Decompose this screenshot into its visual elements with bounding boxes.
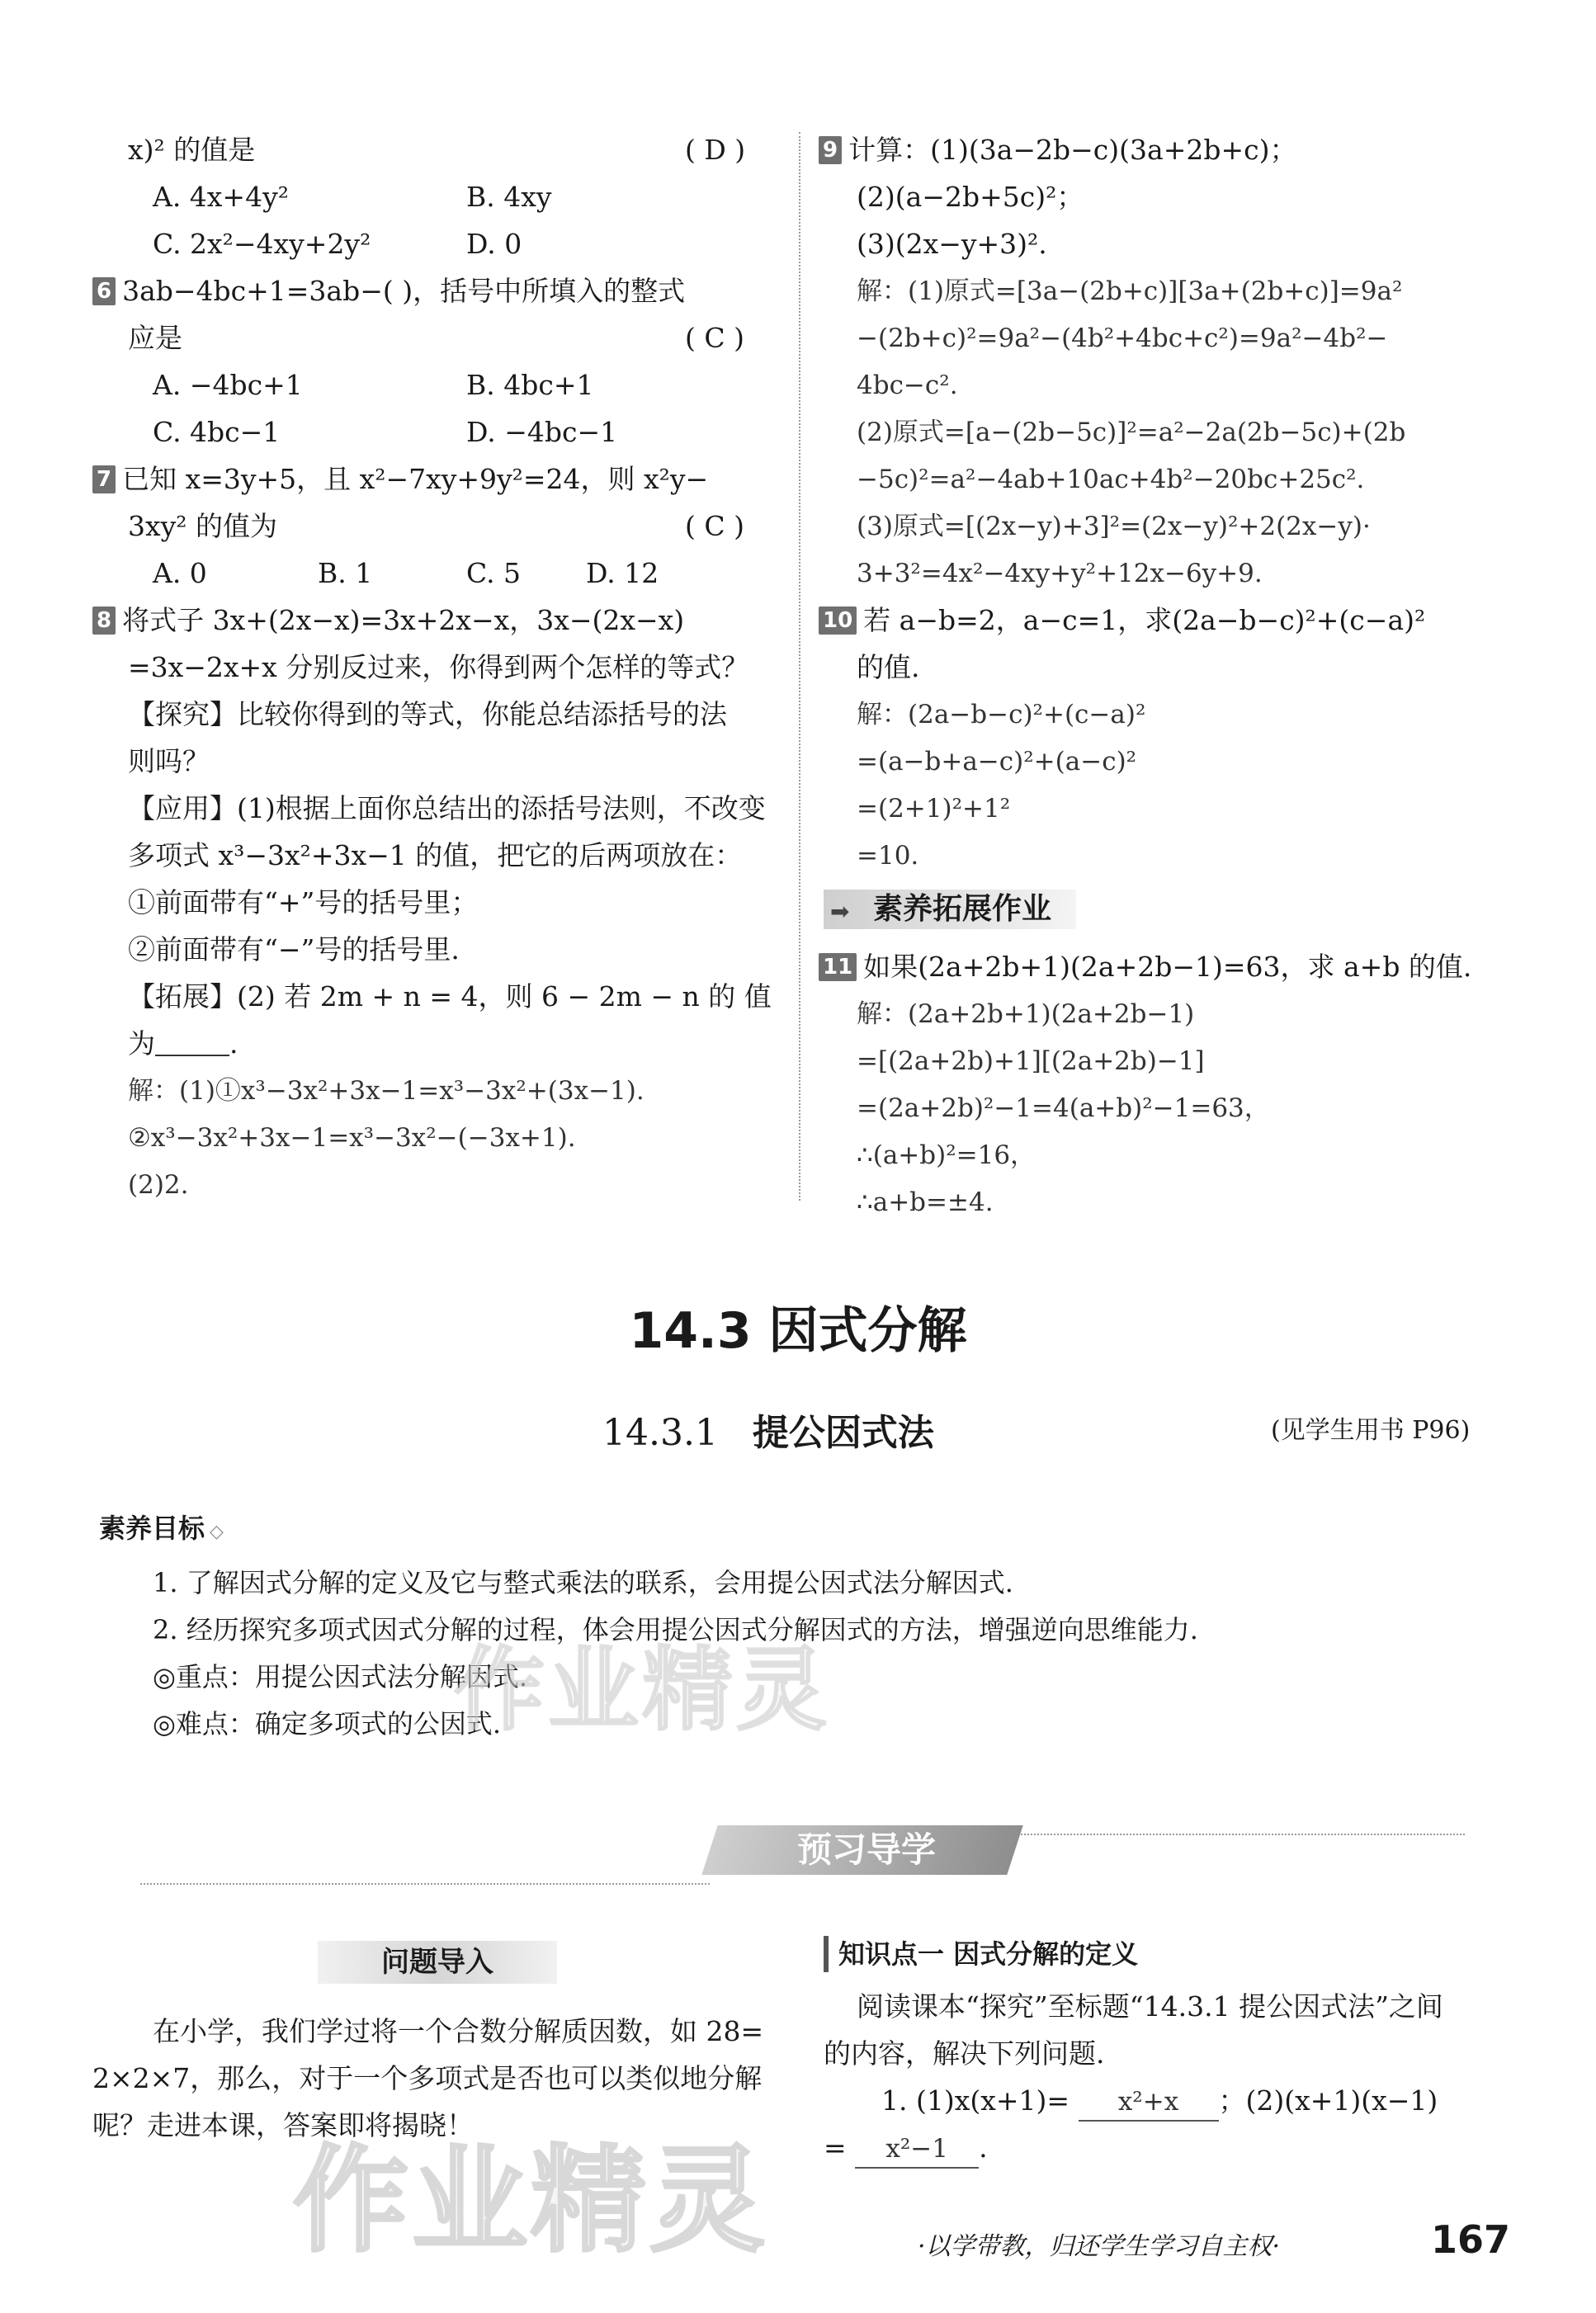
goal-item-1: 1. 了解因式分解的定义及它与整式乘法的联系，会用提公因式法分解因式. xyxy=(153,1567,1013,1598)
q7-text-2: 3xy² 的值为 xyxy=(128,510,277,542)
q6-number: 6 xyxy=(92,277,116,305)
q6-option-d: D. −4bc−1 xyxy=(466,416,618,448)
q8-blank-prefix: 为 xyxy=(128,1027,155,1060)
intro-line-1: 在小学，我们学过将一个合数分解质因数，如 28= xyxy=(153,2015,764,2047)
q11-solution-1: 解：(2a+2b+1)(2a+2b−1) xyxy=(857,999,1195,1029)
diamond-icon: ◇ xyxy=(210,1522,224,1542)
q9-solution-3: 4bc−c². xyxy=(857,371,958,400)
knowledge-point-title: 知识点一 因式分解的定义 xyxy=(824,1936,1138,1972)
page-number: 167 xyxy=(1431,2217,1511,2262)
q5-option-a: A. 4x+4y² xyxy=(153,181,289,213)
q8-solution-1: 解：(1)①x³−3x²+3x−1=x³−3x²+(3x−1). xyxy=(128,1076,645,1106)
q8-text-5: 【应用】(1)根据上面你总结出的添括号法则，不改变 xyxy=(128,792,766,824)
subsection-title: 提公因式法 xyxy=(752,1412,934,1454)
q6-option-c: C. 4bc−1 xyxy=(153,416,281,448)
q5-answer: ( D ) xyxy=(685,134,746,166)
q10-text-2: 的值. xyxy=(857,651,920,683)
q10-number: 10 xyxy=(819,607,857,635)
q8-text-9: 【拓展】(2) 若 2m + n = 4，则 6 − 2m − n 的 值 xyxy=(128,980,772,1013)
q9-solution-2: −(2b+c)²=9a²−(4b²+4bc+c²)=9a²−4b²− xyxy=(857,323,1388,353)
column-divider xyxy=(799,132,800,1201)
kp-q1-b-suffix: . xyxy=(979,2131,988,2164)
q9-solution-7: 3+3²=4x²−4xy+y²+12x−6y+9. xyxy=(857,559,1263,588)
kp-line-2: 的内容，解决下列问题. xyxy=(824,2037,1105,2070)
q11-solution-4: ∴(a+b)²=16， xyxy=(857,1140,1036,1170)
q7-line-1 xyxy=(92,461,708,498)
footer-slogan: ·以学带教，归还学生学习自主权· xyxy=(918,2232,1281,2261)
watermark-logo: 作业精灵 xyxy=(293,2134,769,2268)
intro-title: 问题导入 xyxy=(318,1941,557,1984)
arrow-icon: ➡ xyxy=(830,898,850,925)
q10-text-1: 若 a−b=2，a−c=1，求(2a−b−c)²+(c−a)² xyxy=(863,604,1426,636)
q10-line-1 xyxy=(819,602,1425,639)
q11-line-1 xyxy=(819,949,1471,985)
q6-text-1: 3ab−4bc+1=3ab−( )，括号中所填入的整式 xyxy=(122,275,686,307)
kp-q1-line xyxy=(881,2083,1438,2122)
goal-item-3: ◎重点：用提公因式法分解因式. xyxy=(153,1661,528,1692)
q9-text-2: (2)(a−2b+5c)²； xyxy=(857,181,1084,213)
subsection-heading xyxy=(602,1403,934,1456)
intro-line-3: 呢？走进本课，答案即将揭晓！ xyxy=(92,2109,474,2141)
q5-option-b: B. 4xy xyxy=(466,181,552,213)
goal-item-4: ◎难点：确定多项式的公因式. xyxy=(153,1708,502,1739)
q8-blank-line xyxy=(128,1026,238,1062)
q6-option-a: A. −4bc+1 xyxy=(153,369,303,401)
q11-solution-2: =[(2a+2b)+1][(2a+2b)−1] xyxy=(857,1046,1205,1076)
section-title: 14.3 因式分解 xyxy=(629,1302,967,1360)
reference-note: (见学生用书 P96) xyxy=(1271,1416,1471,1445)
goals-heading xyxy=(99,1510,224,1551)
q9-number: 9 xyxy=(819,136,842,164)
q8-solution-3: (2)2. xyxy=(128,1170,189,1200)
kp-q1-b: ；(2)(x+1)(x−1) xyxy=(1218,2084,1438,2117)
q6-answer: ( C ) xyxy=(685,322,744,354)
intro-line-2: 2×2×7，那么，对于一个多项式是否也可以类似地分解 xyxy=(92,2062,763,2094)
watermark-mid: 作业精灵 xyxy=(454,1637,830,1743)
q8-text-6: 多项式 x³−3x²+3x−1 的值，把它的后两项放在： xyxy=(128,839,743,871)
subsection-number: 14.3.1 xyxy=(602,1412,718,1454)
q9-solution-4: (2)原式=[a−(2b−5c)]²=a²−2a(2b−5c)+(2b xyxy=(857,418,1406,447)
q7-text-1: 已知 x=3y+5，且 x²−7xy+9y²=24，则 x²y− xyxy=(122,463,709,495)
q9-solution-1: 解：(1)原式=[3a−(2b+c)][3a+(2b+c)]=9a² xyxy=(857,276,1403,306)
q9-solution-5: −5c)²=a²−4ab+10ac+4b²−20bc+25c². xyxy=(857,465,1365,494)
q11-text: 如果(2a+2b+1)(2a+2b−1)=63，求 a+b 的值. xyxy=(863,951,1472,983)
q7-option-a: A. 0 xyxy=(153,557,207,589)
q8-text-4: 则吗？ xyxy=(128,745,210,777)
goals-title: 素养目标 xyxy=(99,1513,205,1544)
q6-option-b: B. 4bc+1 xyxy=(466,369,594,401)
banner-rule-right xyxy=(1015,1834,1465,1835)
q10-solution-2: =(a−b+a−c)²+(a−c)² xyxy=(857,747,1137,777)
preview-banner-label: 预习导学 xyxy=(796,1829,936,1870)
q7-option-c: C. 5 xyxy=(466,557,522,589)
banner-rule-left xyxy=(140,1883,710,1885)
q9-text-1: 计算：(1)(3a−2b−c)(3a+2b+c)； xyxy=(848,134,1297,166)
kp-q1-b-answer: x²−1 xyxy=(855,2131,979,2169)
q8-text-7: ①前面带有“+”号的括号里； xyxy=(128,886,479,918)
q8-answer-blank[interactable] xyxy=(155,1030,229,1056)
q8-text-8: ②前面带有“−”号的括号里. xyxy=(128,933,460,965)
q8-line-1 xyxy=(92,602,684,639)
q11-solution-5: ∴a+b=±4. xyxy=(857,1187,994,1217)
q6-line-1 xyxy=(92,273,685,309)
q8-blank-suffix: . xyxy=(229,1027,238,1060)
q10-solution-3: =(2+1)²+1² xyxy=(857,794,1011,824)
q8-text-2: =3x−2x+x 分别反过来，你得到两个怎样的等式？ xyxy=(128,651,749,683)
q5-tail: x)² 的值是 xyxy=(128,134,256,166)
q10-solution-4: =10. xyxy=(857,841,919,871)
q11-number: 11 xyxy=(819,953,857,981)
kp-q1-a: 1. (1)x(x+1)= xyxy=(881,2084,1070,2117)
kp-q1-a-answer: x²+x xyxy=(1079,2084,1219,2122)
q7-option-d: D. 12 xyxy=(586,557,659,589)
kp-q1-b-line xyxy=(824,2130,988,2169)
q7-number: 7 xyxy=(92,465,116,493)
q5-option-c: C. 2x²−4xy+2y² xyxy=(153,228,371,260)
extension-title: 素养拓展作业 xyxy=(824,890,1076,929)
q6-text-2: 应是 xyxy=(128,322,182,354)
q11-solution-3: =(2a+2b)²−1=4(a+b)²−1=63， xyxy=(857,1093,1270,1123)
goal-item-2: 2. 经历探究多项式因式分解的过程，体会用提公因式分解因式的方法，增强逆向思维能力. xyxy=(153,1614,1198,1645)
q10-solution-1: 解：(2a−b−c)²+(c−a)² xyxy=(857,700,1146,729)
q8-text-1: 将式子 3x+(2x−x)=3x+2x−x，3x−(2x−x) xyxy=(122,604,685,636)
kp-line-1: 阅读课本“探究”至标题“14.3.1 提公因式法”之间 xyxy=(857,1990,1443,2023)
q8-solution-2: ②x³−3x²+3x−1=x³−3x²−(−3x+1). xyxy=(128,1123,576,1153)
q8-number: 8 xyxy=(92,607,116,635)
kp-q1-b-prefix: = xyxy=(824,2131,847,2164)
q5-option-d: D. 0 xyxy=(466,228,522,260)
q9-text-3: (3)(2x−y+3)². xyxy=(857,228,1047,260)
q7-option-b: B. 1 xyxy=(318,557,373,589)
q7-answer: ( C ) xyxy=(685,510,744,542)
q8-text-3: 【探究】比较你得到的等式，你能总结添括号的法 xyxy=(128,698,727,730)
q9-solution-6: (3)原式=[(2x−y)+3]²=(2x−y)²+2(2x−y)· xyxy=(857,512,1371,541)
q9-line-1 xyxy=(819,132,1296,168)
